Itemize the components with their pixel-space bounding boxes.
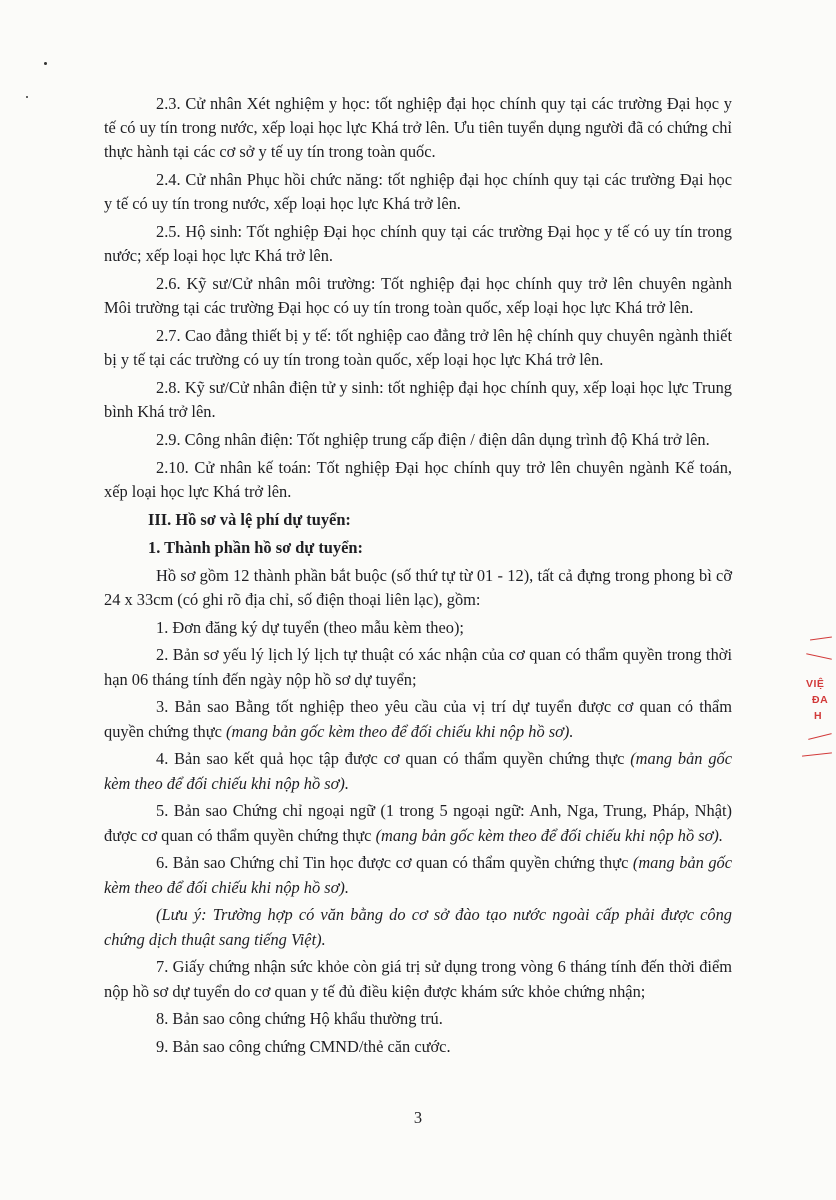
page-number: 3 <box>413 1108 423 1127</box>
stamp-text: H <box>814 710 823 722</box>
note-paragraph: (Lưu ý: Trường hợp có văn bằng do cơ sở đào tạo nước ngoài cấp phải được công chứng dịch thuật sang tiếng Việt). <box>104 905 732 949</box>
list-item-note: (mang bản gốc kèm theo để đối chiếu khi nộp hồ sơ). <box>226 721 574 741</box>
stamp-text: ĐA <box>812 694 829 706</box>
list-item-text: 3. Bản sao Bằng tốt nghiệp theo yêu cầu của vị trí dự tuyển được cơ quan có thẩm quyền chứng thực <box>104 697 732 741</box>
paragraph: 2.4. Cử nhân Phục hồi chức năng: tốt nghiệp đại học chính quy tại các trường Đại học y tế có uy tín trong nước, xếp loại học lực Khá trở lên. <box>104 170 732 214</box>
list-item: 8. Bản sao công chứng Hộ khẩu thường trú. <box>156 1009 443 1029</box>
stamp-fragment <box>796 628 836 768</box>
list-item: 7. Giấy chứng nhận sức khỏe còn giá trị sử dụng trong vòng 6 tháng tính đến thời điểm nộp hồ sơ dự tuyển do cơ quan y tế đủ điều kiện được khám sức khỏe chứng nhận; <box>104 957 732 1001</box>
list-item: 9. Bản sao công chứng CMND/thẻ căn cước. <box>156 1037 451 1057</box>
list-item-text: 6. Bản sao Chứng chỉ Tin học được cơ quan có thẩm quyền chứng thực <box>156 853 633 873</box>
paragraph: 2.10. Cử nhân kế toán: Tốt nghiệp Đại học chính quy trở lên chuyên ngành Kế toán, xếp loại học lực Khá trở lên. <box>104 458 732 502</box>
list-item-note: (mang bản gốc kèm theo để đối chiếu khi nộp hồ sơ). <box>375 825 723 845</box>
stamp-text: VIỆ <box>806 678 825 690</box>
scan-speck <box>44 62 47 65</box>
list-item-note: (mang bản gốc kèm theo để đối chiếu khi nộp hồ sơ). <box>104 749 733 793</box>
paragraph: Hồ sơ gồm 12 thành phần bắt buộc (số thứ tự từ 01 - 12), tất cả đựng trong phong bì cỡ 24 x 33cm (có ghi rõ địa chỉ, số điện thoại liên lạc), gồm: <box>104 565 732 609</box>
list-item-text: 4. Bản sao kết quả học tập được cơ quan có thẩm quyền chứng thực <box>156 749 631 769</box>
paragraph: 2.9. Công nhân điện: Tốt nghiệp trung cấp điện / điện dân dụng trình độ Khá trở lên. <box>156 430 710 450</box>
list-item <box>104 695 732 743</box>
list-item <box>104 799 732 847</box>
list-item: 2. Bản sơ yếu lý lịch lý lịch tự thuật có xác nhận của cơ quan có thẩm quyền trong thời hạn 06 tháng tính đến ngày nộp hồ sơ dự tuyển; <box>104 645 732 689</box>
paragraph: 2.3. Cử nhân Xét nghiệm y học: tốt nghiệp đại học chính quy tại các trường Đại học y tế có uy tín trong nước, xếp loại học lực Khá trở lên. Ưu tiên tuyển dụng người đã có chứng chỉ thực hành tại các cơ sở y tế uy tín trong toàn quốc. <box>104 94 732 162</box>
list-item <box>104 851 732 899</box>
list-item <box>104 747 732 795</box>
section-heading: III. Hồ sơ và lệ phí dự tuyển: <box>148 510 351 529</box>
scan-speck <box>26 96 28 98</box>
list-item-text: 5. Bản sao Chứng chỉ ngoại ngữ (1 trong 5 ngoại ngữ: Anh, Nga, Trung, Pháp, Nhật) được cơ quan có thẩm quyền chứng thực <box>104 801 732 845</box>
list-item-note: (mang bản gốc kèm theo để đối chiếu khi nộp hồ sơ). <box>104 853 732 897</box>
document-body <box>104 92 732 1063</box>
paragraph: 2.8. Kỹ sư/Cử nhân điện tử y sinh: tốt nghiệp đại học chính quy, xếp loại học lực Trung bình Khá trở lên. <box>104 378 732 422</box>
paragraph: 2.6. Kỹ sư/Cử nhân môi trường: Tốt nghiệp đại học chính quy trở lên chuyên ngành Môi trường tại các trường Đại học có uy tín trong toàn quốc, xếp loại học lực Khá trở lên. <box>104 274 732 318</box>
paragraph: 2.7. Cao đẳng thiết bị y tế: tốt nghiệp cao đẳng trở lên hệ chính quy chuyên ngành thiết bị y tế tại các trường có uy tín trong toàn quốc, xếp loại học lực Khá trở lên. <box>104 326 732 370</box>
subsection-heading: 1. Thành phần hồ sơ dự tuyển: <box>148 537 363 557</box>
list-item: 1. Đơn đăng ký dự tuyển (theo mẫu kèm theo); <box>156 617 464 637</box>
paragraph: 2.5. Hộ sinh: Tốt nghiệp Đại học chính quy tại các trường Đại học y tế có uy tín trong nước; xếp loại học lực Khá trở lên. <box>104 222 732 266</box>
